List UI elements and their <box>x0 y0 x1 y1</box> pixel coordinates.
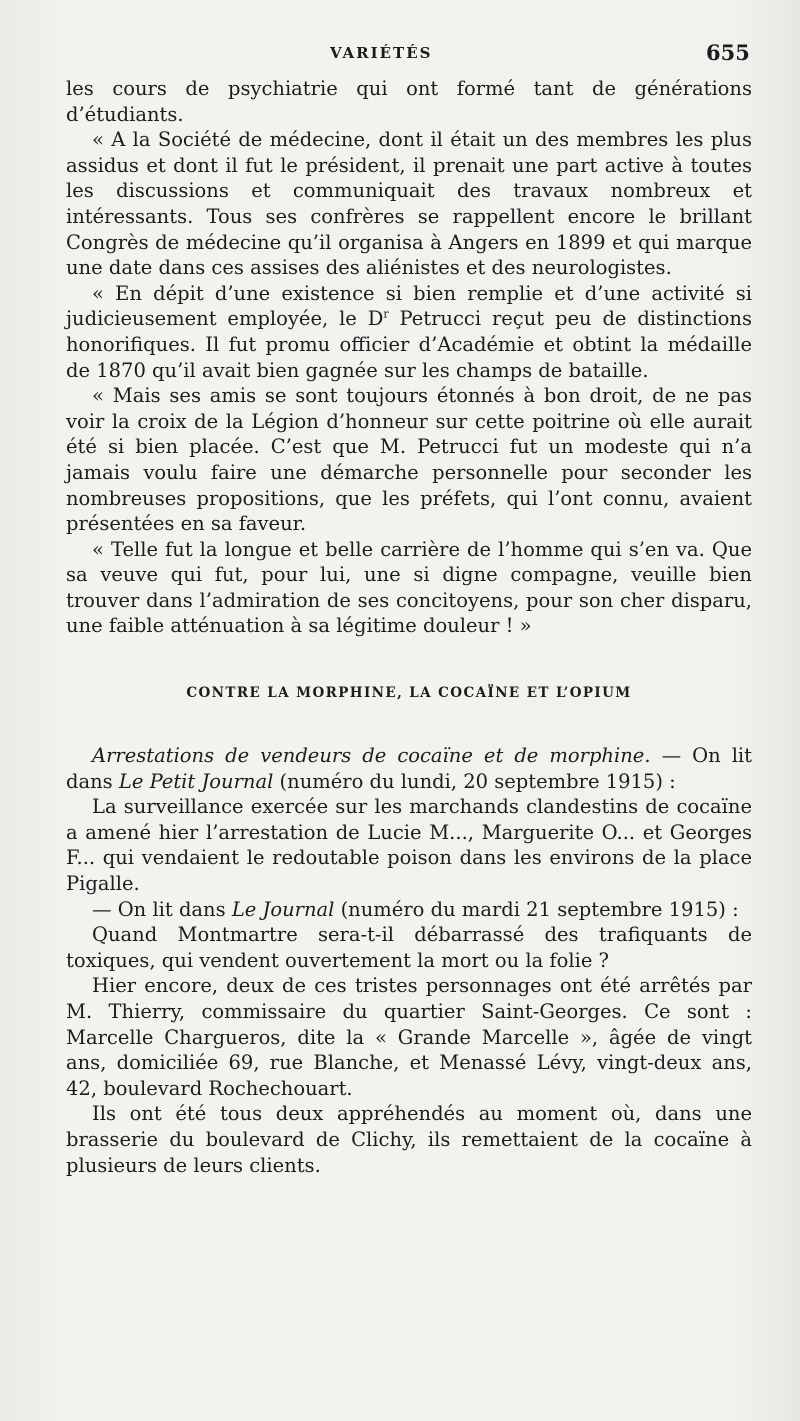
paragraph-societe-medecine: « A la Société de médecine, dont il était un des membres les plus assidus et dont il fut le président, il prenait une part active à toutes les discussions et communiquait des travaux nombreux et intéressants. Tous ses confrères se rappellent encore le brillant Congrès de médecine qu’il organisa à Angers en 1899 et qui marque une date dans ces assises des aliénistes et des neurologistes. <box>66 128 752 280</box>
lead-text-2: (numéro du lundi, 20 septembre 1915) : <box>273 769 676 793</box>
paragraph-arrestations-lead <box>66 743 752 794</box>
paragraph-distinctions-start: « En dépit d’une existence si bien remplie et d’une activité si judicieusement employée, le D <box>66 281 752 331</box>
journal-title-le-journal: Le Journal <box>231 897 335 921</box>
paragraph-montmartre: Quand Montmartre sera-t-il débarrassé des trafiquants de toxiques, qui vendent ouvertement la mort ou la folie ? <box>66 923 752 972</box>
doctor-superscript: r <box>383 307 389 321</box>
page-number: 655 <box>706 40 750 65</box>
page-body <box>66 76 752 1178</box>
para-2-start: — On lit dans <box>92 897 232 921</box>
lead-text-1: — On lit dans <box>66 744 752 793</box>
section-title: CONTRE LA MORPHINE, LA COCAÏNE ET L’OPIUM <box>186 685 632 702</box>
paragraph-distinctions-rest: Petrucci reçut peu de distinctions honorifiques. Il fut promu officier d’Académie et obtint la médaille de 1870 qu’il avait bien gagnée sur les champs de bataille. <box>66 307 752 382</box>
lead-heading-italic: Arrestations de vendeurs de cocaïne et de morphine. <box>92 744 651 768</box>
page-header <box>0 40 800 70</box>
paragraph-surveillance: La surveillance exercée sur les marchands clandestins de cocaïne a amené hier l’arrestation de Lucie M..., Marguerite O... et Georges F... qui vendaient le redoutable poison dans les environs de la place Pigalle. <box>66 795 752 896</box>
paragraph-apprehendes: Ils ont été tous deux appréhendés au moment où, dans une brasserie du boulevard de Clichy, ils remettaient de la cocaïne à plusieurs de leurs clients. <box>66 1102 752 1177</box>
para-2-rest: (numéro du mardi 21 septembre 1915) : <box>334 897 739 921</box>
paragraph-continuation: les cours de psychiatrie qui ont formé tant de générations d’étudiants. <box>66 77 752 126</box>
running-title: VARIÉTÉS <box>330 44 433 62</box>
paragraph-carriere: « Telle fut la longue et belle carrière de l’homme qui s’en va. Que sa veuve qui fut, pour lui, une si digne compagne, veuille bien trouver dans l’admiration de ses concitoyens, pour son cher disparu, une faible atténuation à sa légitime douleur ! » <box>66 537 752 638</box>
paragraph-hier-encore: Hier encore, deux de ces tristes personnages ont été arrêtés par M. Thierry, commissaire du quartier Saint-Georges. Ce sont : Marcelle Chargueros, dite la « Grande Marcelle », âgée de vingt ans, domiciliée 69, rue Blanche, et Menassé Lévy, vingt-deux ans, 42, boulevard Rochechouart. <box>66 974 752 1100</box>
paragraph-distinctions <box>66 281 752 383</box>
journal-title-petit-journal: Le Petit Journal <box>118 769 274 793</box>
paragraph-le-journal <box>66 897 752 923</box>
paragraph-legion-honneur: « Mais ses amis se sont toujours étonnés à bon droit, de ne pas voir la croix de la Légion d’honneur sur cette poitrine où elle aurait été si bien placée. C’est que M. Petrucci fut un modeste qui n’a jamais voulu faire une démarche personnelle pour seconder les nombreuses propositions, que les préfets, qui l’ont connu, avaient présentées en sa faveur. <box>66 384 752 536</box>
